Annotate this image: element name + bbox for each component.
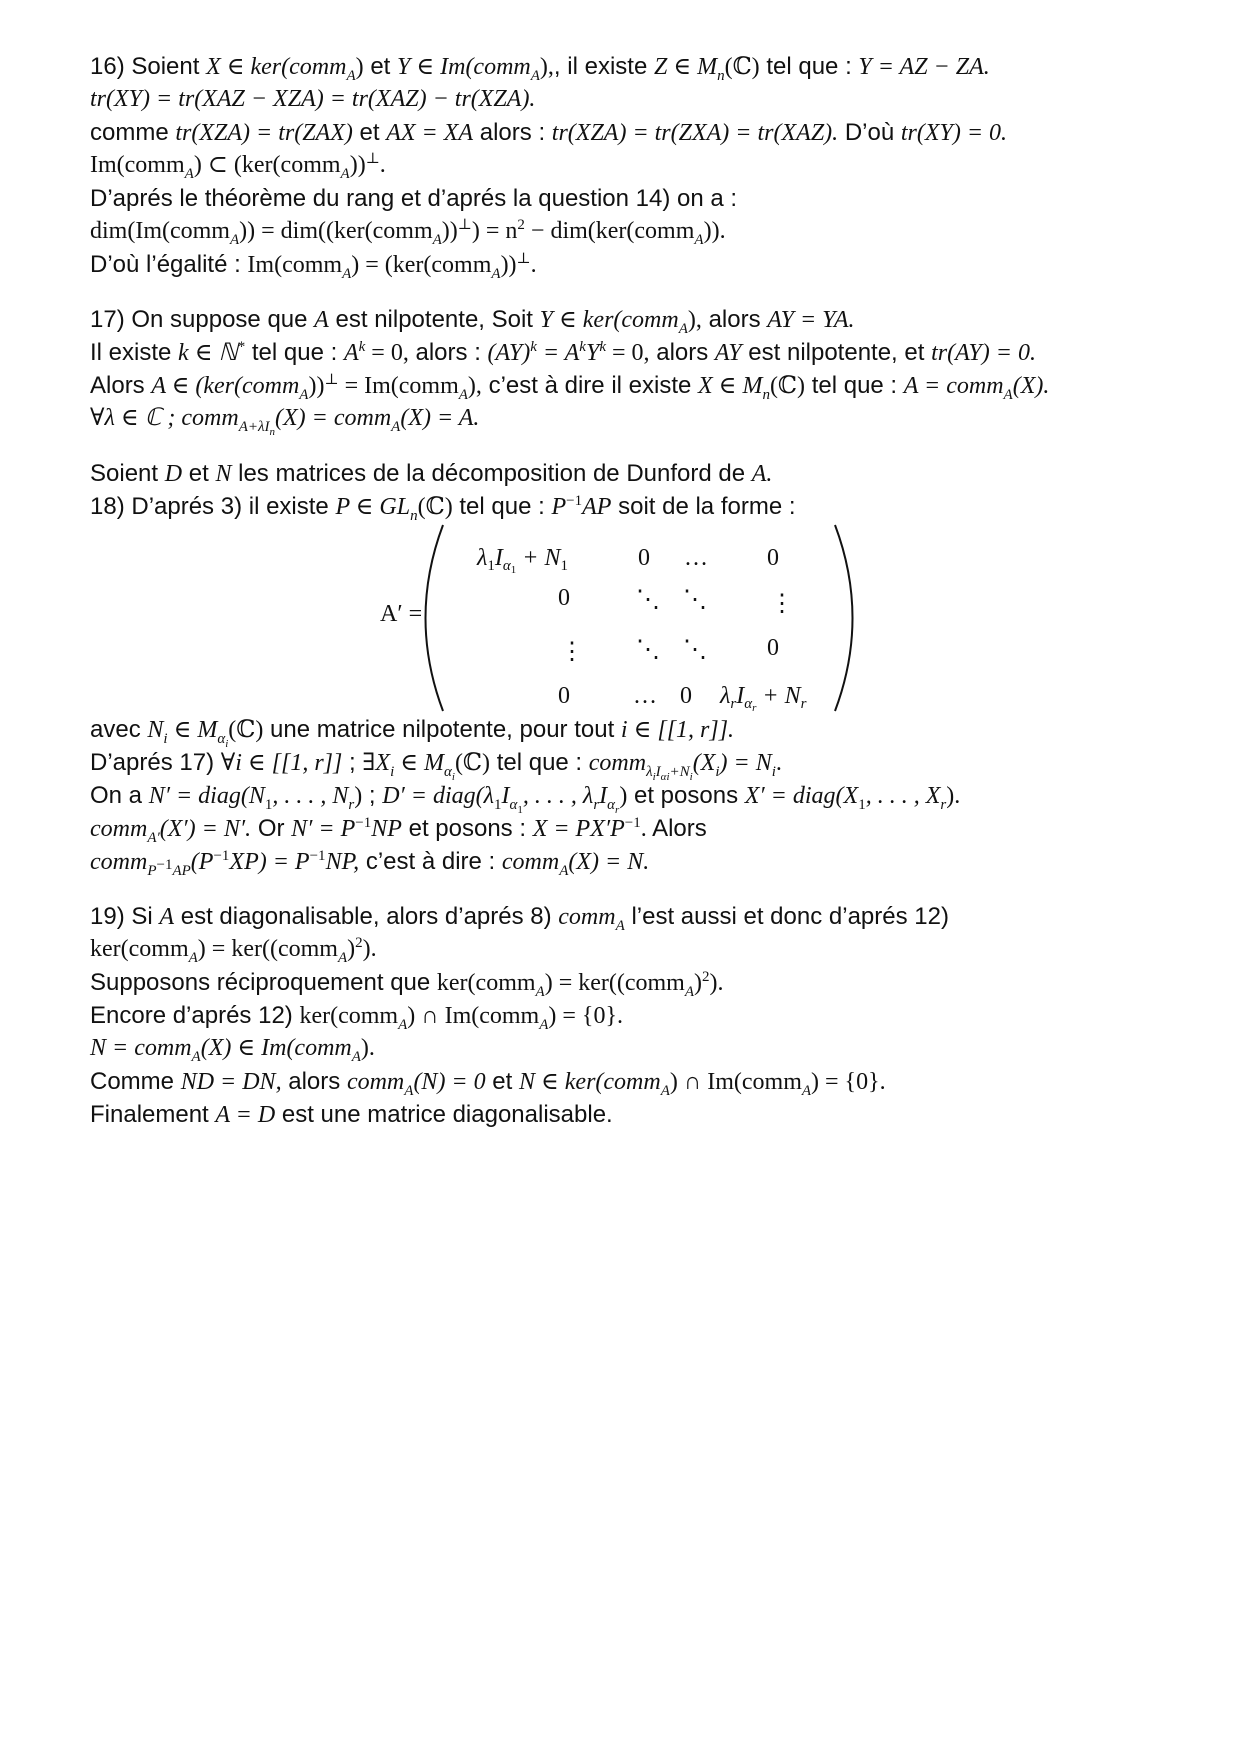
q16-line-4: Im(comm$_A$) ⊂ (ker(comm$_A$))⊥. — [90, 151, 386, 182]
cell-r2c1: 0 — [558, 585, 570, 611]
left-paren — [426, 525, 444, 711]
q16-line-5: D’aprés le théorème du rang et d’aprés la question 14) on a : — [90, 185, 738, 212]
cell-r2c2: ⋱ — [636, 587, 660, 613]
cell-r3c1: ⋮ — [560, 639, 584, 665]
q16-line-1: 16) Soient X ∈ ker(comm$_A$) et Y ∈ Im(comm$_A$),, il existe Z ∈ $M_n(ℂ)$ tel que : Y = AZ − ZA. — [90, 53, 990, 84]
q16-line-3: comme tr(XZA) = tr(ZAX) et AX = XA alors : tr(XZA) = tr(ZXA) = tr(XAZ). D’où tr(XY) = 0. — [90, 119, 1008, 146]
q18-intro-line: Soient D et N les matrices de la décomposition de Dunford de A. — [90, 460, 773, 487]
cell-r4c1: 0 — [558, 683, 570, 709]
q18-line-5: comm$_{A'}$(X′) = N′. Or $N' = P^{-1}NP$ et posons : $X = PX'P^{-1}$. Alors — [90, 815, 707, 846]
cell-r3c3: ⋱ — [683, 637, 707, 663]
right-paren — [835, 525, 853, 711]
q17-line-4: ∀λ ∈ ℂ ; comm$_{A+\lambda I_n}$(X) = comm$_A$(X) = A. — [90, 405, 480, 438]
matrix-svg — [90, 523, 890, 713]
q16-line-7: D’où l’égalité : Im(comm$_A$) = (ker(comm$_A$))⊥. — [90, 251, 537, 282]
q17-line-3: Alors A ∈ (ker(comm$_A$))⊥ = Im(comm$_A$), c’est à dire il existe X ∈ $M_n(ℂ)$ tel que : A = comm$_A$(X). — [90, 372, 1050, 403]
q16-line-2: tr(XY) = tr(XAZ − XZA) = tr(XAZ) − tr(XZA). — [90, 86, 536, 112]
cell-r3c4: 0 — [767, 635, 779, 661]
matrix-label: A′ = — [380, 601, 423, 627]
cell-r2c3: ⋱ — [683, 587, 707, 613]
q18-line-3: D’aprés 17) ∀i ∈ [[1, r]] ; $\exists X_i$ ∈ $M_{\alpha_i}(ℂ)$ tel que : $comm_{\lambda_iI_{\alpha i}+N_i}(X_i) = N_i$. — [90, 749, 782, 783]
q18-line-4: On a $N' = diag(N_1$, . . . , $N_r$) ; $D' = diag(\lambda_1I_{\alpha_1}$, . . . , $\lambda_rI_{\alpha_r}$) et posons $X' = diag(X_1$, . . . , $X_r$). — [90, 782, 961, 816]
cell-r1c3: … — [684, 545, 708, 571]
cell-r4c3: 0 — [680, 683, 692, 709]
q18-line-2: avec $N_i$ ∈ $M_{\alpha_i}(ℂ)$ une matrice nilpotente, pour tout i ∈ [[1, r]]. — [90, 716, 735, 750]
q19-line-5: N = comm$_A$(X) ∈ Im(comm$_A$). — [90, 1035, 375, 1065]
q18-line-6: $comm_{P^{-1}AP}(P^{-1}XP) = P^{-1}NP$, c’est à dire : comm$_A$(X) = N. — [90, 848, 650, 879]
q19-line-3: Supposons réciproquement que ker(comm$_A$) = ker((comm$_A$)$^2$). — [90, 969, 724, 1000]
cell-r1c2: 0 — [638, 545, 650, 571]
q16-line-6: dim(Im(comm$_A$)) = dim((ker(comm$_A$))⊥) = $n^2$ − dim(ker(comm$_A$)). — [90, 217, 726, 248]
q19-line-6: Comme ND = DN, alors comm$_A$(N) = 0 et N ∈ ker(comm$_A$) ∩ Im(comm$_A$) = {0}. — [90, 1068, 886, 1099]
cell-r2c4: ⋮ — [770, 591, 794, 617]
q19-line-4: Encore d’aprés 12) ker(comm$_A$) ∩ Im(comm$_A$) = {0}. — [90, 1002, 623, 1033]
block-diagonal-matrix — [90, 523, 1170, 713]
q19-line-2: ker(comm$_A$) = ker((comm$_A$)$^2$). — [90, 935, 377, 966]
q19-line-1: 19) Si A est diagonalisable, alors d’aprés 8) comm$_A$ l’est aussi et donc d’aprés 12) — [90, 903, 949, 934]
cell-r3c2: ⋱ — [636, 637, 660, 663]
q17-line-1: 17) On suppose que A est nilpotente, Soit Y ∈ ker(comm$_A$), alors AY = YA. — [90, 306, 855, 337]
document-page — [90, 50, 1170, 1131]
q19-line-7: Finalement A = D est une matrice diagonalisable. — [90, 1101, 613, 1128]
cell-r1c4: 0 — [767, 545, 779, 571]
q17-line-2: Il existe k ∈ ℕ* tel que : $A^k = 0$, alors : $(AY)^k = A^kY^k = 0$, alors AY est nilpotente, et tr(AY) = 0. — [90, 339, 1036, 366]
cell-r4c4: $\lambda_rI_\alpha r + N_r$ — [720, 683, 807, 713]
cell-r1c1: $\lambda_1I_\alpha 1 + N_1$ — [477, 545, 568, 576]
q18-line-1: 18) D’aprés 3) il existe P ∈ $GL_n(ℂ)$ tel que : $P^{-1}AP$ soit de la forme : — [90, 493, 796, 524]
cell-r4c2: … — [633, 683, 657, 709]
